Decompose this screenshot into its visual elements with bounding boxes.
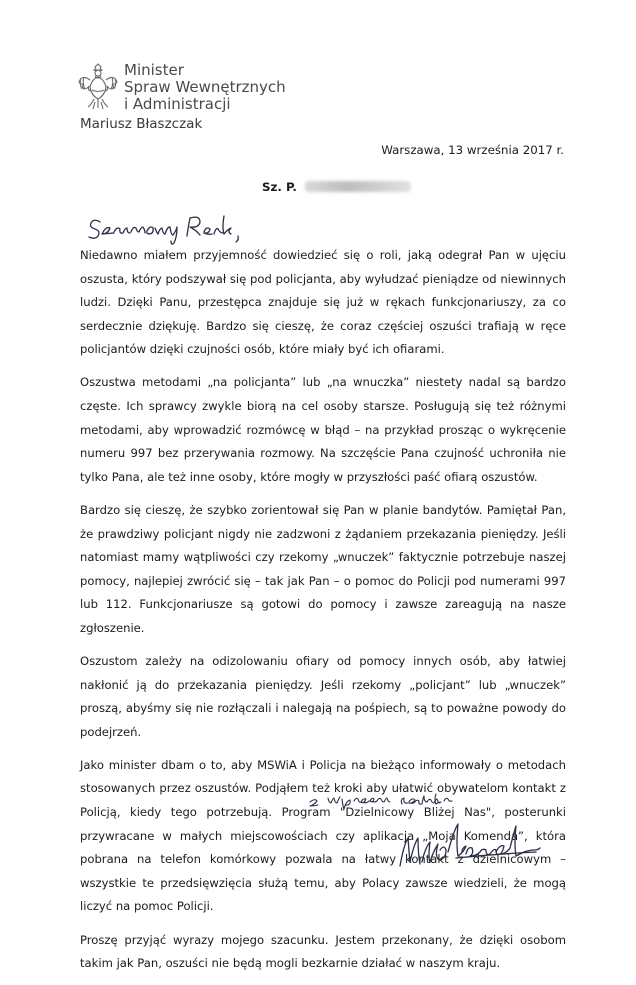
office-title-line-3: i Administracji — [124, 95, 231, 113]
office-title-line-2: Spraw Wewnętrznych — [124, 78, 286, 96]
polish-eagle-emblem-icon — [76, 60, 120, 112]
addressee-prefix: Sz. P. — [262, 180, 297, 194]
handwritten-closing — [306, 786, 506, 814]
office-title — [124, 62, 286, 113]
redacted-name — [305, 181, 411, 192]
minister-name: Mariusz Błaszczak — [80, 116, 203, 132]
office-title-line-1: Minister — [124, 61, 184, 79]
place-date: Warszawa, 13 września 2017 r. — [381, 143, 564, 157]
body-paragraph: Oszustom zależy na odizolowaniu ofiary od pomocy innych osób, aby łatwiej nakłonić ją do przekazania pieniędzy. Jeśli rzekomy „policjant” lub „wnuczek” proszą, abyśmy się nie rozłączali i nalegają na pośpiech, są to poważne powody do podejrzeń. — [80, 654, 566, 739]
addressee — [262, 180, 411, 194]
signature — [396, 818, 556, 872]
body-paragraph: Oszustwa metodami „na policjanta” lub „na wnuczka” niestety nadal są bardzo częste. Ich sprawcy zwykle biorą na cel osoby starsze. Posługują się też różnymi metodami, aby wprowadzić rozmówcę w błąd – na przykład prosząc o wykręcenie numeru 997 bez przerywania rozmowy. Na szczęście Pana czujność uchroniła nie tylko Pana, ale też inne osoby, które mogły w przyszłości paść ofiarą oszustów. — [80, 375, 566, 484]
body-paragraph: Jako minister dbam o to, aby MSWiA i Policja na bieżąco informowały o metodach stosowanych przez oszustów. Podjąłem też kroki aby ułatwić obywatelom kontakt z Policją, kiedy tego potrzebują. Program "Dzielnicowy Bliżej Nas", posterunki przywracane w małych miejscowościach czy aplikacja „Moja Komenda”, która pobrana na telefon komórkowy pozwala na łatwy kontakt z dzielnicowym – wszystkie te przedsięwzięcia służą temu, aby Polacy zawsze wiedzieli, że mogą liczyć na pomoc Policji. — [80, 757, 566, 914]
body-paragraph: Niedawno miałem przyjemność dowiedzieć się o roli, jaką odegrał Pan w ujęciu oszusta, który podszywał się pod policjanta, aby wyłudzać pieniądze od niewinnych ludzi. Dzięki Panu, przestępca znajduje się już w rękach funkcjonariuszy, za co serdecznie dziękuję. Bardzo się cieszę, że coraz częściej oszuści trafiają w ręce policjantów dzięki czujności osób, które miały być ich ofiarami. — [80, 248, 566, 357]
body-paragraph: Bardzo się cieszę, że szybko zorientował się Pan w planie bandytów. Pamiętał Pan, że prawdziwy policjant nigdy nie zadzwoni z żądaniem przekazania pieniędzy. Jeśli natomiast mamy wątpliwości czy rzekomy „wnuczek” faktycznie potrzebuje naszej pomocy, najlepiej zwrócić się – tak jak Pan – o pomoc do Policji pod numerami 997 lub 112. Funkcjonariusze są gotowi do pomocy i zawsze zareagują na nasze zgłoszenie. — [80, 502, 566, 635]
letter-body — [80, 244, 566, 985]
body-paragraph: Proszę przyjąć wyrazy mojego szacunku. Jestem przekonany, że dzięki osobom takim jak Pan, oszuści nie będą mogli bezkarnie działać w naszym kraju. — [80, 932, 566, 971]
